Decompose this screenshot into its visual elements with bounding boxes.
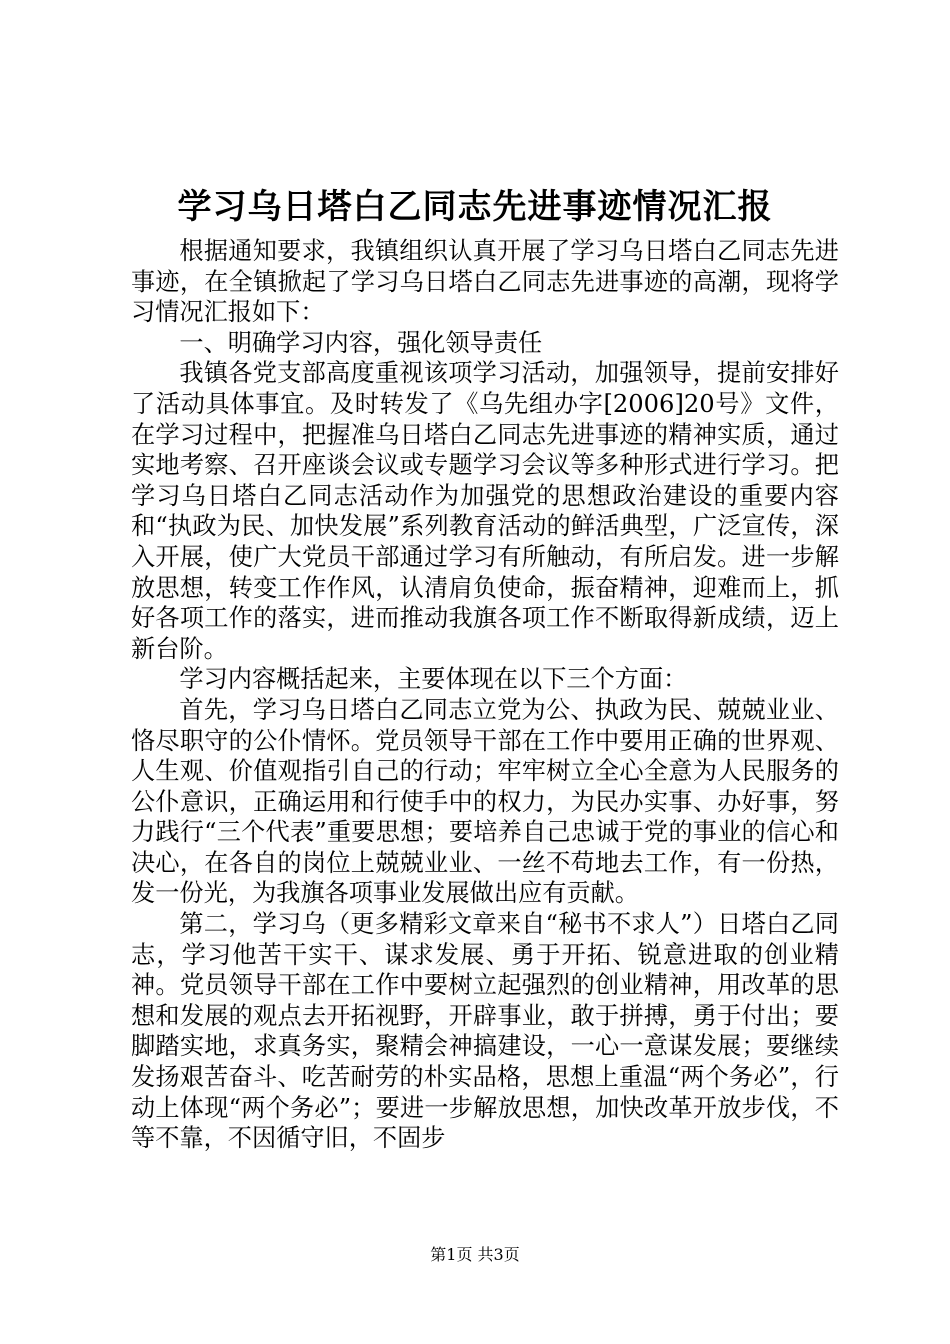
paragraph-leadership: 我镇各党支部高度重视该项学习活动，加强领导，提前安排好了活动具体事宜。及时转发了《乌先组办字[2006]20号》文件，在学习过程中，把握准乌日塔白乙同志先进事迹的精神实质，通过实地考察、召开座谈会议或专题学习会议等多种形式进行学习。把学习乌日塔白乙同志活动作为加强党的思想政治建设的重要内容和“执政为民、加快发展”系列教育活动的鲜活典型，广泛宣传，深入开展，使广大党员干部通过学习有所触动，有所启发。进一步解放思想，转变工作作风，认清肩负使命，振奋精神，迎难而上，抓好各项工作的落实，进而推动我旗各项工作不断取得新成绩，迈上新台阶。 (131, 359, 839, 663)
document-title: 学习乌日塔白乙同志先进事迹情况汇报 (177, 187, 773, 227)
paragraph-intro: 根据通知要求，我镇组织认真开展了学习乌日塔白乙同志先进事迹，在全镇掀起了学习乌日塔白乙同志先进事迹的高潮，现将学习情况汇报如下： (131, 237, 839, 327)
page-number-footer: 第1页 共3页 (430, 1245, 520, 1264)
paragraph-summary: 学习内容概括起来，主要体现在以下三个方面： (179, 665, 688, 694)
document-body (131, 236, 839, 1154)
paragraph-first: 首先，学习乌日塔白乙同志立党为公、执政为民、兢兢业业、恪尽职守的公仆情怀。党员领导干部在工作中要用正确的世界观、人生观、价值观指引自己的行动；牢牢树立全心全意为人民服务的公仆意识，正确运用和行使手中的权力，为民办实事、办好事，努力践行“三个代表”重要思想；要培养自己忠诚于党的事业的信心和决心，在各自的岗位上兢兢业业、一丝不苟地去工作，有一份热，发一份光，为我旗各项事业发展做出应有贡献。 (131, 695, 839, 908)
paragraph-second: 第二，学习乌（更多精彩文章来自“秘书不求人”）日塔白乙同志，学习他苦干实干、谋求发展、勇于开拓、锐意进取的创业精神。党员领导干部在工作中要树立起强烈的创业精神，用改革的思想和发展的观点去开拓视野，开辟事业，敢于拼搏，勇于付出；要脚踏实地，求真务实，聚精会神搞建设，一心一意谋发展；要继续发扬艰苦奋斗、吃苦耐劳的朴实品格，思想上重温“两个务必”，行动上体现“两个务必”；要进一步解放思想，加快改革开放步伐，不等不靠，不因循守旧，不固步 (131, 910, 839, 1153)
section-heading: 一、明确学习内容，强化领导责任 (179, 328, 543, 357)
